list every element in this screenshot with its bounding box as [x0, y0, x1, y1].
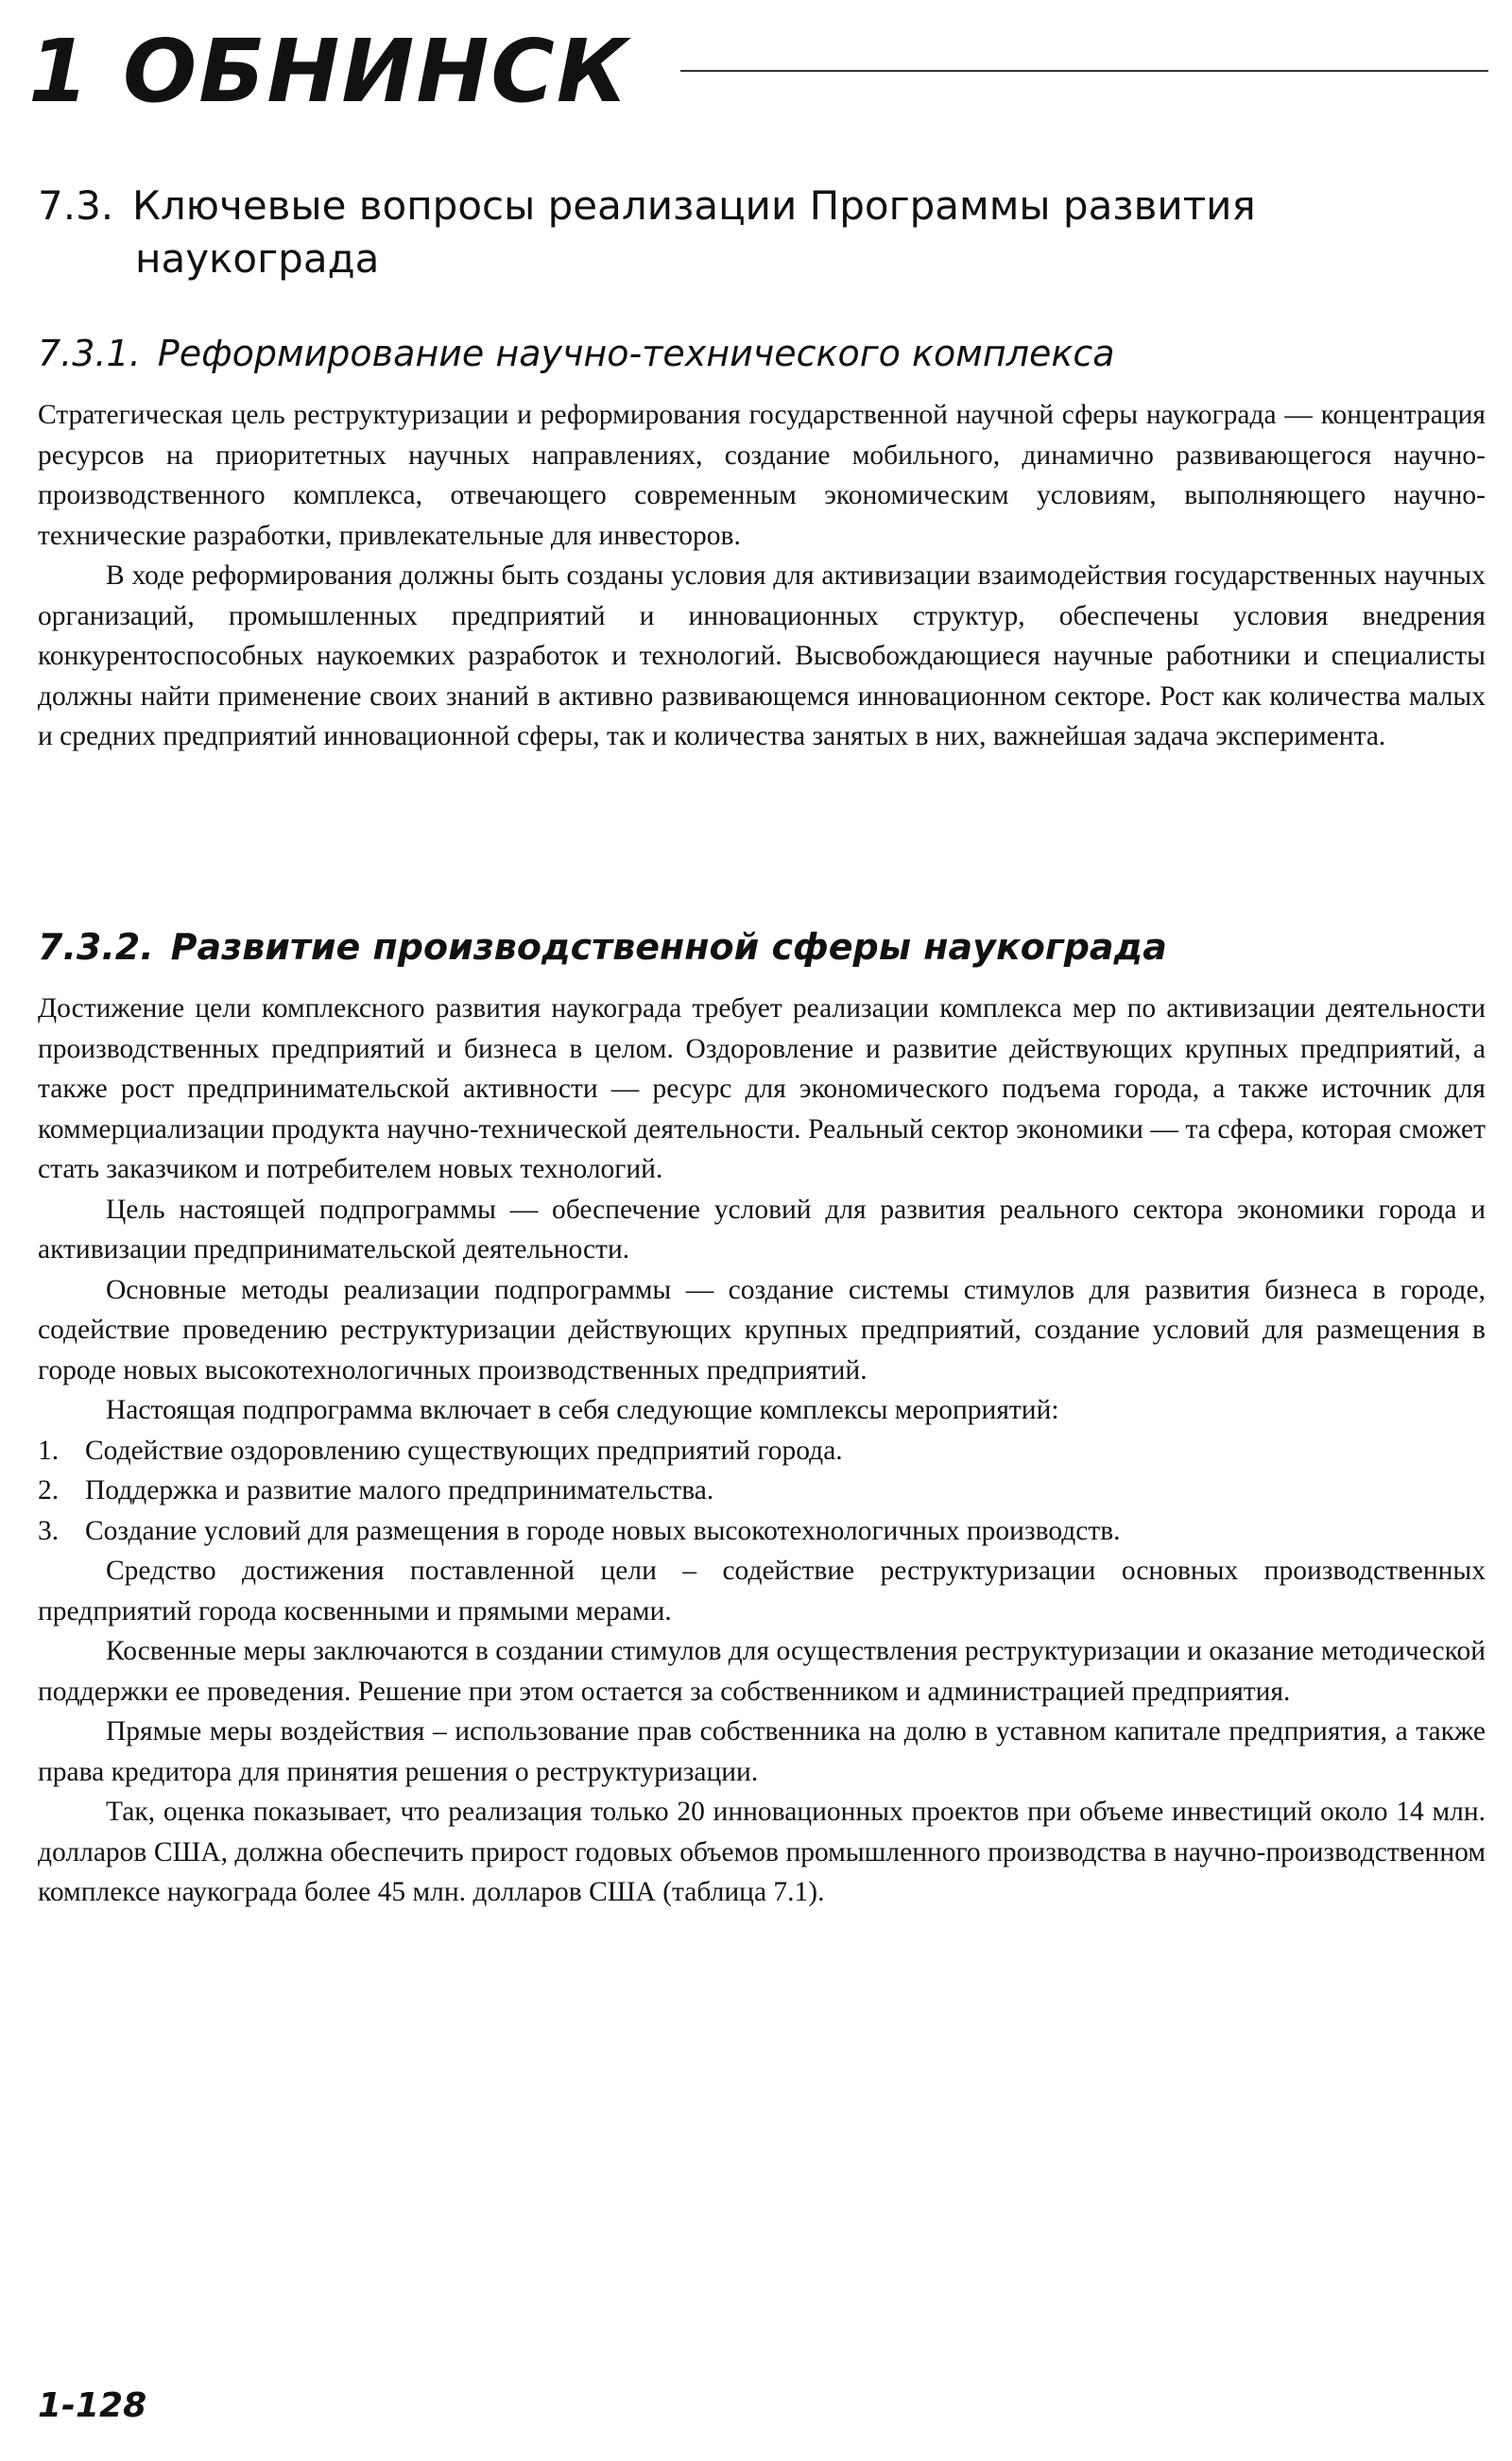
list-item-text: Создание условий для размещения в городе новых высокотехнологичных производств.	[85, 1515, 1121, 1546]
paragraph: Настоящая подпрограмма включает в себя следующие комплексы мероприятий:	[106, 1395, 1059, 1425]
measures-list	[38, 1431, 1486, 1552]
paragraph: Достижение цели комплексного развития наукограда требует реализации комплекса мер по активизации деятельности производственных предприятий и бизнеса в целом. Оздоровление и развитие действующих крупных предприятий, а также рост предпринимательской активности — ресурс для экономического подъема города, а также источник для коммерциализации продукта научно-технической деятельности. Реальный сектор экономики — та сфера, которая сможет стать заказчиком и потребителем новых технологий.	[38, 993, 1486, 1184]
header-rule	[680, 70, 1488, 72]
subsection-heading-2	[38, 924, 1167, 970]
subsection-1-body	[38, 395, 1486, 757]
section-title-line2: наукограда	[135, 235, 380, 282]
list-item-number: 3.	[38, 1515, 60, 1546]
list-item-number: 1.	[38, 1435, 60, 1466]
paragraph: Средство достижения поставленной цели – содействие реструктуризации основных производственных предприятий города косвенными и прямыми мерами.	[38, 1556, 1486, 1626]
paragraph: Стратегическая цель реструктуризации и реформирования государственной научной сферы наукограда — концентрация ресурсов на приоритетных научных направлениях, создание мобильного, динамично развивающегося научно-производственного комплекса, отвечающего современным экономическим условиям, выполняющего научно-технические разработки, привлекательные для инвесторов.	[38, 400, 1486, 551]
section-heading	[38, 180, 1266, 285]
running-header	[28, 21, 1488, 122]
list-item	[38, 1471, 1486, 1511]
subsection-2-body	[38, 989, 1486, 1913]
section-title-line1: Ключевые вопросы реализации Программы развития	[132, 182, 1256, 229]
list-item	[38, 1431, 1486, 1471]
header-logo: 1 ОБНИНСК	[28, 21, 630, 122]
paragraph: Косвенные меры заключаются в создании стимулов для осуществления реструктуризации и оказание методической поддержки ее проведения. Решение при этом остается за собственником и администрацией предприятия.	[38, 1636, 1486, 1707]
list-item	[38, 1511, 1486, 1552]
subsection-number-1: 7.3.1.	[38, 333, 141, 374]
list-item-number: 2.	[38, 1475, 60, 1506]
subsection-heading-1	[38, 331, 1115, 376]
subsection-title-1: Реформирование научно-технического комплекса	[157, 333, 1115, 374]
subsection-title-2: Развитие производственной сферы наукограда	[170, 926, 1167, 968]
paragraph: В ходе реформирования должны быть созданы условия для активизации взаимодействия государственных научных организаций, промышленных предприятий и инновационных структур, обеспечены условия внедрения конкурентоспособных наукоемких разработок и технологий. Высвобождающиеся научные работники и специалисты должны найти применение своих знаний в активно развивающемся инновационном секторе. Рост как количества малых и средних предприятий инновационной сферы, так и количества занятых в них, важнейшая задача эксперимента.	[38, 560, 1486, 751]
subsection-number-2: 7.3.2.	[38, 926, 154, 968]
list-item-text: Содействие оздоровлению существующих предприятий города.	[85, 1435, 843, 1466]
list-item-text: Поддержка и развитие малого предпринимательства.	[85, 1475, 714, 1506]
paragraph: Цель настоящей подпрограммы — обеспечение условий для развития реального сектора экономики города и активизации предпринимательской деятельности.	[38, 1194, 1486, 1265]
section-number: 7.3.	[38, 182, 114, 229]
paragraph: Основные методы реализации подпрограммы — создание системы стимулов для развития бизнеса в городе, содействие проведению реструктуризации действующих крупных предприятий, создание условий для размещения в городе новых высокотехнологичных производственных предприятий.	[38, 1274, 1486, 1385]
page-number: 1-128	[38, 2386, 147, 2425]
paragraph: Так, оценка показывает, что реализация только 20 инновационных проектов при объеме инвестиций около 14 млн. долларов США, должна обеспечить прирост годовых объемов промышленного производства в научно-производственном комплексе наукограда более 45 млн. долларов США (таблица 7.1).	[38, 1797, 1486, 1907]
paragraph: Прямые меры воздействия – использование прав собственника на долю в уставном капитале предприятия, а также права кредитора для принятия решения о реструктуризации.	[38, 1716, 1486, 1787]
